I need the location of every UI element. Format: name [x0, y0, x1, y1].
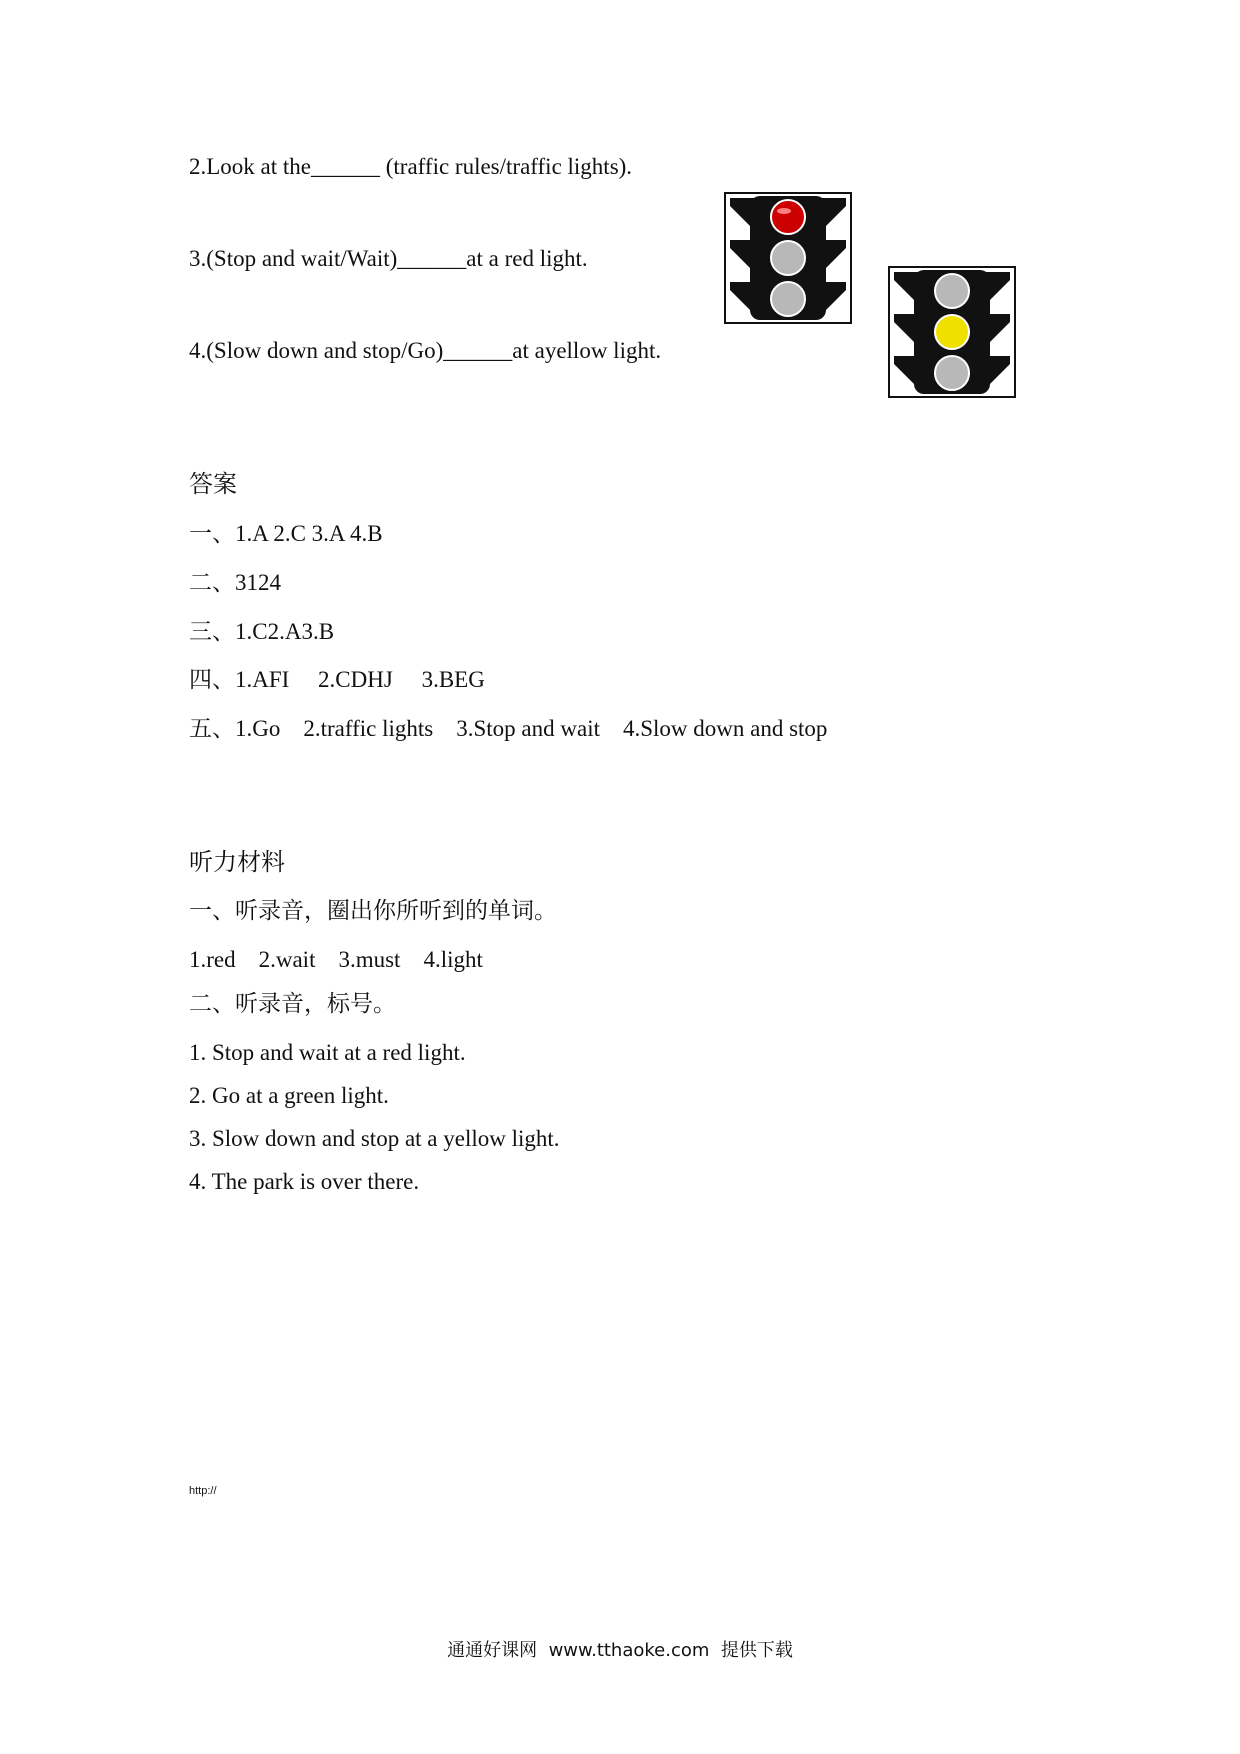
listening-section-1-title: 一、听录音，圈出你所听到的单词。: [189, 898, 557, 923]
answer-line-4: 四、1.AFI 2.CDHJ 3.BEG: [189, 667, 485, 692]
question-2: 2.Look at the______ (traffic rules/traffic lights).: [189, 154, 633, 179]
listening-section-1-words: 1.red 2.wait 3.must 4.light: [189, 947, 483, 972]
listening-title: 听力材料: [189, 850, 285, 876]
listening-line-3: 3. Slow down and stop at a yellow light.: [189, 1126, 560, 1151]
red-lamp: [771, 200, 805, 234]
listening-line-1: 1. Stop and wait at a red light.: [189, 1040, 466, 1065]
listening-line-2: 2. Go at a green light.: [189, 1083, 389, 1108]
question-4: 4.(Slow down and stop/Go)______at ayellow light.: [189, 338, 662, 363]
answer-line-2: 二、3124: [189, 570, 281, 595]
footer-source: 通通好课网 www.tthaoke.com 提供下载: [447, 1640, 793, 1661]
listening-section-2-title: 二、听录音，标号。: [189, 991, 396, 1016]
answer-line-5: 五、1.Go 2.traffic lights 3.Stop and wait 4.Slow down and stop: [189, 716, 828, 741]
answers-title: 答案: [189, 472, 237, 498]
red-traffic-light-icon: [724, 192, 852, 324]
yellow-lamp: [935, 315, 969, 349]
answer-line-1: 一、1.A 2.C 3.A 4.B: [189, 521, 383, 546]
question-3: 3.(Stop and wait/Wait)______at a red light.: [189, 246, 588, 271]
yellow-traffic-light-icon: [888, 266, 1016, 398]
url-text: http://: [189, 1485, 217, 1497]
listening-line-4: 4. The park is over there.: [189, 1169, 420, 1194]
answer-line-3: 三、1.C2.A3.B: [189, 619, 335, 644]
